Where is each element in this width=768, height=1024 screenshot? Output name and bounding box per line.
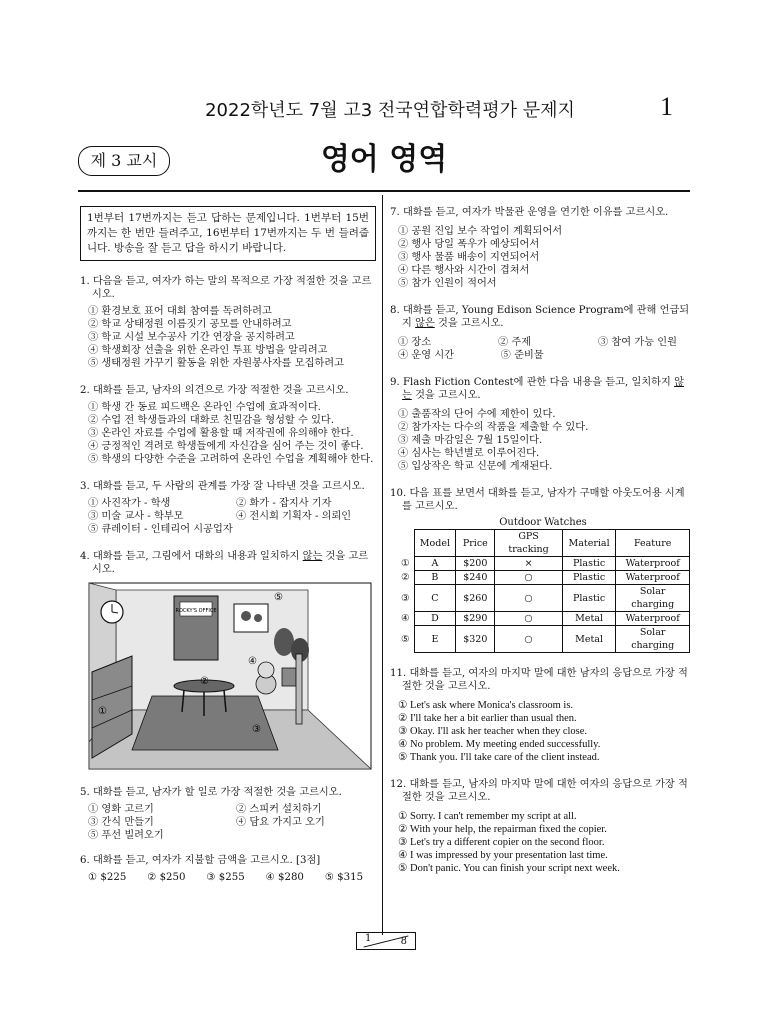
- stem-emphasis: 않는: [402, 377, 684, 401]
- answer-option[interactable]: ① $225: [88, 872, 127, 883]
- stem-emphasis: 않는: [302, 551, 323, 562]
- marker-2: ②: [200, 676, 209, 687]
- answer-option[interactable]: ② 스피커 설치하기: [236, 804, 322, 815]
- table-row[interactable]: [398, 626, 690, 653]
- left-column: [80, 206, 376, 884]
- page-indicator: [356, 932, 416, 950]
- answer-option[interactable]: ④ 다른 행사와 시간이 겹쳐서: [398, 265, 530, 276]
- question-9: [390, 376, 690, 473]
- watch-table: [398, 529, 690, 653]
- answer-option[interactable]: ① 사진작가 - 학생: [88, 498, 171, 509]
- question-5: [80, 786, 376, 842]
- question-2: [80, 384, 376, 466]
- row-option-mark: ③: [401, 592, 410, 604]
- answer-option[interactable]: ④ 운영 시간: [398, 350, 455, 361]
- table-cell: Solar charging: [616, 626, 690, 653]
- table-row[interactable]: [398, 585, 690, 612]
- answer-option[interactable]: ① 영화 고르기: [88, 804, 154, 815]
- question-stem: 12. 대화를 듣고, 남자의 마지막 말에 대한 여자의 응답으로 가장 적절한 것을 고르시오.: [390, 779, 688, 803]
- question-stem: [390, 304, 690, 330]
- question-stem: 3. 대화를 듣고, 두 사람의 관계를 가장 잘 나타낸 것을 고르시오.: [80, 481, 365, 492]
- question-stem: 6. 대화를 듣고, 여자가 지불할 금액을 고르시오. [3점]: [80, 855, 321, 866]
- table-row[interactable]: [398, 571, 690, 585]
- question-stem: 5. 대화를 듣고, 남자가 할 일로 가장 적절한 것을 고르시오.: [80, 787, 342, 798]
- row-option-mark: ①: [401, 558, 410, 569]
- table-cell: C: [414, 585, 456, 612]
- table-cell: $260: [456, 585, 495, 612]
- table-row[interactable]: [398, 557, 690, 571]
- table-cell: $240: [456, 571, 495, 585]
- table-cell: Plastic: [562, 585, 616, 612]
- answer-option[interactable]: ① 학생 간 동료 피드백은 온라인 수업에 효과적이다.: [88, 402, 321, 413]
- answer-option[interactable]: ③ 행사 물품 배송이 지연되어서: [398, 252, 540, 263]
- stem-text: 것을 고르시오.: [434, 318, 504, 329]
- plant-leaf-icon: [274, 628, 294, 656]
- answer-option[interactable]: ⑤ 준비물: [500, 350, 544, 361]
- table-cell: E: [414, 626, 456, 653]
- table-header-row: [398, 530, 690, 557]
- row-option-mark: ②: [401, 572, 410, 583]
- answer-option[interactable]: ⑤ 참가 인원이 적어서: [398, 278, 497, 289]
- table-cell: $290: [456, 612, 495, 626]
- subject-title: 영어 영역: [320, 142, 448, 177]
- question-stem: 7. 대화를 듣고, 여자가 박물관 운영을 연기한 이유를 고르시오.: [390, 207, 669, 218]
- flower-icon: [254, 614, 262, 622]
- marker-1: ①: [98, 706, 107, 717]
- answer-option[interactable]: ④ 학생회장 선출을 위한 온라인 투표 방법을 알리려고: [88, 345, 328, 356]
- answer-option[interactable]: ⑤ 학생의 다양한 수준을 고려하여 온라인 수업을 계획해야 한다.: [88, 454, 374, 465]
- header-rule: [78, 190, 690, 192]
- current-page: 1: [365, 933, 372, 944]
- period-badge: 제 3 교시: [78, 146, 170, 176]
- answer-option[interactable]: ⑤ $315: [324, 872, 364, 883]
- table-cell: Plastic: [562, 571, 616, 585]
- room-illustration: [88, 582, 372, 770]
- question-10: [390, 487, 690, 653]
- table-cell: Plastic: [562, 557, 616, 571]
- table-cell: Waterproof: [616, 612, 690, 626]
- answer-option[interactable]: ④ 심사는 학년별로 이루어진다.: [398, 448, 540, 459]
- table-title: Outdoor Watches: [499, 517, 587, 528]
- page-number: 1: [660, 92, 673, 121]
- answer-option[interactable]: ② 주제: [498, 337, 532, 348]
- table-cell: ○: [495, 585, 563, 612]
- answer-option[interactable]: ① 환경보호 표어 대회 참여를 독려하려고: [88, 306, 272, 317]
- table-corner: [398, 530, 414, 557]
- right-column: [390, 206, 690, 875]
- column-header: Material: [562, 530, 616, 557]
- question-stem: [80, 550, 376, 576]
- table-cell: ×: [495, 557, 563, 571]
- column-header: Feature: [616, 530, 690, 557]
- answer-option[interactable]: ③ 온라인 자료를 수업에 활용할 때 저작권에 유의해야 한다.: [88, 428, 354, 439]
- question-1: [80, 275, 376, 370]
- answer-option[interactable]: ② I'll take her a bit earlier than usual then.: [398, 713, 577, 724]
- table-row[interactable]: [398, 612, 690, 626]
- table-cell: ○: [495, 612, 563, 626]
- stem-text: 4. 대화를 듣고, 그림에서 대화의 내용과 일치하지: [80, 551, 303, 562]
- column-header: Price: [456, 530, 495, 557]
- answer-option[interactable]: ③ $255: [206, 872, 245, 883]
- answer-option[interactable]: ④ $280: [265, 872, 304, 883]
- marker-3: ③: [252, 724, 261, 735]
- stem-emphasis: 않은: [415, 318, 435, 329]
- answer-option[interactable]: ④ 담요 가지고 오기: [236, 817, 325, 828]
- answer-option[interactable]: ⑤ Thank you. I'll take care of the client instead.: [398, 752, 600, 763]
- question-stem: 10. 다음 표를 보면서 대화를 듣고, 남자가 구매할 아웃도어용 시계를 고르시오.: [390, 488, 685, 512]
- answer-option[interactable]: ② 행사 당일 폭우가 예상되어서: [398, 239, 540, 250]
- table-cell: B: [414, 571, 456, 585]
- answer-option[interactable]: ② 참가자는 다수의 작품을 제출할 수 있다.: [398, 422, 589, 433]
- answer-option[interactable]: ③ 제출 마감일은 7월 15일이다.: [398, 435, 543, 446]
- answer-option[interactable]: ② With your help, the repairman fixed the copier.: [398, 824, 607, 835]
- answer-option[interactable]: ② $250: [147, 872, 186, 883]
- stem-text: 9. Flash Fiction Contest에 관한 다음 내용을 듣고, 일치하지: [390, 377, 675, 388]
- question-11: [390, 667, 690, 764]
- answer-option[interactable]: ③ 학교 시설 보수공사 기간 연장을 공지하려고: [88, 332, 295, 343]
- answer-option[interactable]: ⑤ 생태정원 가꾸기 활동을 위한 자원봉사자를 모집하려고: [88, 358, 344, 369]
- answer-option[interactable]: ② 학교 상태정원 이름짓기 공모를 안내하려고: [88, 319, 292, 330]
- answer-option[interactable]: ① 출품작의 단어 수에 제한이 있다.: [398, 409, 556, 420]
- question-stem: 1. 다음을 듣고, 여자가 하는 말의 목적으로 가장 적절한 것을 고르시오.: [80, 276, 372, 300]
- answer-option[interactable]: ③ Let's try a different copier on the second floor.: [398, 837, 605, 848]
- marker-4: ④: [248, 656, 257, 667]
- answer-option[interactable]: ③ 참여 가능 인원: [598, 337, 677, 348]
- row-option-mark: ④: [401, 613, 410, 624]
- table-cell: ○: [495, 571, 563, 585]
- answer-option[interactable]: ③ 미술 교사 - 학부모: [88, 511, 184, 522]
- answer-option[interactable]: ⑤ 푸선 빌려오기: [88, 830, 164, 841]
- answer-option[interactable]: ① Let's ask where Monica's classroom is.: [398, 700, 574, 711]
- teddy-bear-head-icon: [258, 662, 274, 678]
- answer-option[interactable]: ⑤ Don't panic. You can finish your script next week.: [398, 863, 620, 874]
- answer-option[interactable]: ④ I was impressed by your presentation last time.: [398, 850, 608, 861]
- question-4: [80, 550, 376, 770]
- table-cell: A: [414, 557, 456, 571]
- column-header: GPS tracking: [495, 530, 563, 557]
- table-cell: Metal: [562, 612, 616, 626]
- flower-icon: [241, 611, 251, 621]
- stem-text: 8. 대화를 듣고, Young Edison Science Program에 관해 언급되지: [390, 305, 690, 329]
- stem-text: 것을 고르시오.: [411, 390, 481, 401]
- answer-option[interactable]: ⑤ 입상작은 학교 신문에 게재된다.: [398, 461, 553, 472]
- answer-option[interactable]: ① 공원 진입 보수 작업이 계획되어서: [398, 226, 563, 237]
- table-cell: Waterproof: [616, 571, 690, 585]
- table-cell: Waterproof: [616, 557, 690, 571]
- answer-option[interactable]: ⑤ 큐레이터 - 인테리어 시공업자: [88, 524, 233, 535]
- table-cell: Metal: [562, 626, 616, 653]
- table-cell: ○: [495, 626, 563, 653]
- question-stem: [390, 376, 690, 402]
- answer-option[interactable]: ③ Okay. I'll ask her teacher when they close.: [398, 726, 588, 737]
- table-cell: $200: [456, 557, 495, 571]
- exam-title: 2022학년도 7월 고3 전국연합학력평가 문제지: [205, 100, 575, 121]
- sunflower-picture: [234, 604, 268, 632]
- answer-option[interactable]: ④ No problem. My meeting ended successfully.: [398, 739, 601, 750]
- column-divider: [382, 195, 383, 935]
- question-7: [390, 206, 690, 290]
- answer-option[interactable]: ① Sorry. I can't remember my script at all.: [398, 811, 577, 822]
- answer-option[interactable]: ④ 전시회 기획자 - 의뢰인: [236, 511, 352, 522]
- question-3: [80, 480, 376, 536]
- question-6: [80, 854, 376, 884]
- door-sign-text: ROCKY'S OFFICE: [175, 608, 217, 614]
- stem-text: 것을 고르시오.: [92, 551, 369, 575]
- listening-notice: 1번부터 17번까지는 듣고 답하는 문제입니다. 1번부터 15번까지는 한 번만 들려주고, 16번부터 17번까지는 두 번 들려줍니다. 방송을 잘 듣고 답을 하시기 바랍니다.: [80, 206, 376, 261]
- column-header: Model: [414, 530, 456, 557]
- question-8: [390, 304, 690, 362]
- answer-option[interactable]: ① 장소: [398, 337, 432, 348]
- giraffe-toy-icon: [296, 654, 302, 724]
- plant-pot: [282, 668, 296, 686]
- question-stem: 11. 대화를 듣고, 여자의 마지막 말에 대한 남자의 응답으로 가장 적절한 것을 고르시오.: [390, 668, 688, 692]
- answer-option[interactable]: ② 화가 - 잡지사 기자: [236, 498, 332, 509]
- answer-option[interactable]: ② 수업 전 학생들과의 대화로 친밀감을 형성할 수 있다.: [88, 415, 334, 426]
- rug: [132, 696, 278, 750]
- table-cell: Solar charging: [616, 585, 690, 612]
- table-cell: $320: [456, 626, 495, 653]
- row-option-mark: ⑤: [401, 633, 410, 645]
- marker-5: ⑤: [274, 592, 283, 603]
- question-12: [390, 778, 690, 875]
- answer-option[interactable]: ③ 간식 만들기: [88, 817, 154, 828]
- total-pages: 8: [400, 936, 407, 947]
- answer-option[interactable]: ④ 긍정적인 격려로 학생들에게 자신감을 심어 주는 것이 좋다.: [88, 441, 364, 452]
- table-cell: D: [414, 612, 456, 626]
- question-stem: 2. 대화를 듣고, 남자의 의견으로 가장 적절한 것을 고르시오.: [80, 385, 349, 396]
